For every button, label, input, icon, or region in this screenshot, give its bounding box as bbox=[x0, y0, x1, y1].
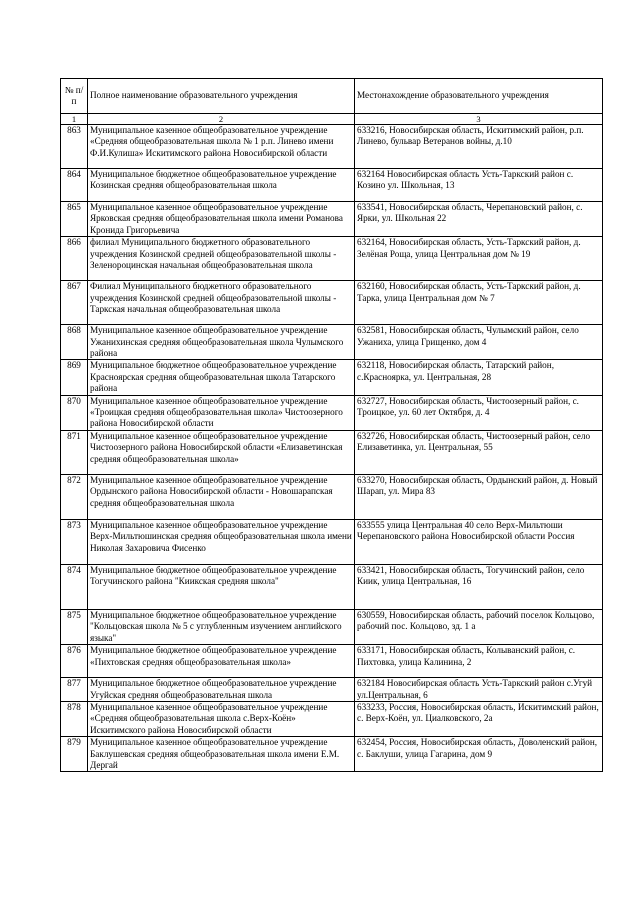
institution-location: 632581, Новосибирская область, Чулымский район, село Ужаниха, улица Грищенко, дом 4 bbox=[355, 325, 603, 360]
table-row bbox=[61, 237, 603, 281]
institution-name: Муниципальное казенное общеобразовательное учреждение «Средняя общеобразовательная школа с.Верх-Коён» Искитимского района Новосибирской области bbox=[88, 701, 355, 736]
table-row bbox=[61, 281, 603, 325]
institution-location: 633171, Новосибирская область, Колыванский район, с. Пихтовка, улица Калинина, 2 bbox=[355, 645, 603, 678]
institution-location: 633216, Новосибирская область, Искитимский район, р.п. Линево, бульвар Ветеранов войны, д.10 bbox=[355, 125, 603, 169]
institution-name: Муниципальное казенное общеобразовательное учреждение «Средняя общеобразовательная школа № 1 р.п. Линево имени Ф.И.Кулиша» Искитимского района Новосибирской области bbox=[88, 125, 355, 169]
row-number: 867 bbox=[61, 281, 88, 325]
institution-name: Муниципальное бюджетное общеобразовательное учреждение Красноярская средняя общеобразовательная школа Татарского района bbox=[88, 360, 355, 395]
institution-location: 633421, Новосибирская область, Тогучинский район, село Киик, улица Центральная, 16 bbox=[355, 564, 603, 609]
institution-name: Муниципальное казенное общеобразовательное учреждение Чистоозерного района Новосибирской области «Елизаветинская средняя общеобразовательная школа» bbox=[88, 430, 355, 474]
table-row bbox=[61, 360, 603, 395]
row-number: 864 bbox=[61, 169, 88, 202]
table-header-row bbox=[61, 79, 603, 114]
row-number: 870 bbox=[61, 395, 88, 430]
institution-name: Филиал Муниципального бюджетного образовательного учреждения Козинской средней общеобразовательной школы - Таркская начальная общеобразовательная школа bbox=[88, 281, 355, 325]
row-number: 875 bbox=[61, 609, 88, 644]
header-name: Полное наименование образовательного учреждения bbox=[88, 79, 355, 114]
institution-name: Муниципальное казенное общеобразовательное учреждение Ярковская средняя общеобразовательная школа имени Романова Кронида Григорьевича bbox=[88, 202, 355, 237]
institution-location: 632118, Новосибирская область, Татарский район, с.Красноярка, ул. Центральная, 28 bbox=[355, 360, 603, 395]
institution-location: 633233, Россия, Новосибирская область, Искитимский район, с. Верх-Коён, ул. Циалковского, 2а bbox=[355, 701, 603, 736]
table-row bbox=[61, 564, 603, 609]
column-index: 3 bbox=[355, 114, 603, 125]
table-row bbox=[61, 737, 603, 772]
header-location: Местонахождение образовательного учреждения bbox=[355, 79, 603, 114]
institution-location: 633270, Новосибирская область, Ордынский район, д. Новый Шарап, ул. Мира 83 bbox=[355, 474, 603, 519]
institution-location: 632164, Новосибирская область, Усть-Таркский район, д. Зелёная Роща, улица Центральная дом № 19 bbox=[355, 237, 603, 281]
row-number: 878 bbox=[61, 701, 88, 736]
institution-name: филиал Муниципального бюджетного образовательного учреждения Козинской средней общеобразовательной школы - Зеленороцинская начальная общеобразовательная школа bbox=[88, 237, 355, 281]
institution-name: Муниципальное казенное общеобразовательное учреждение Ордынского района Новосибирской области - Новошарапская средняя общеобразовательная школа bbox=[88, 474, 355, 519]
institution-name: Муниципальное бюджетное общеобразовательное учреждение Угуйская средняя общеобразовательная школа bbox=[88, 678, 355, 702]
institution-name: Муниципальное казенное общеобразовательное учреждение Ужанихинская средняя общеобразовательная школа Чулымского района bbox=[88, 325, 355, 360]
table-row bbox=[61, 519, 603, 564]
table-row bbox=[61, 430, 603, 474]
institution-name: Муниципальное казенное общеобразовательное учреждение Верх-Мильтюшинская средняя общеобразовательная школа имени Николая Захаровича Фисенко bbox=[88, 519, 355, 564]
table-row bbox=[61, 678, 603, 702]
institutions-table bbox=[60, 78, 603, 772]
table-row bbox=[61, 609, 603, 644]
column-index-row bbox=[61, 114, 603, 125]
header-num: № п/п bbox=[61, 79, 88, 114]
institution-name: Муниципальное бюджетное общеобразовательное учреждение Тогучинского района "Киикская средняя школа" bbox=[88, 564, 355, 609]
row-number: 863 bbox=[61, 125, 88, 169]
row-number: 877 bbox=[61, 678, 88, 702]
institution-location: 632184 Новосибирская область Усть-Таркский район с.Угуй ул.Центральная, 6 bbox=[355, 678, 603, 702]
row-number: 872 bbox=[61, 474, 88, 519]
column-index: 1 bbox=[61, 114, 88, 125]
institution-location: 632727, Новосибирская область, Чистоозерный район, с. Троицкое, ул. 60 лет Октября, д. 4 bbox=[355, 395, 603, 430]
table-row bbox=[61, 202, 603, 237]
institution-location: 630559, Новосибирская область, рабочий поселок Кольцово, рабочий пос. Кольцово, зд. 1 а bbox=[355, 609, 603, 644]
institution-location: 632726, Новосибирская область, Чистоозерный район, село Елизаветинка, ул. Центральная, 55 bbox=[355, 430, 603, 474]
column-index: 2 bbox=[88, 114, 355, 125]
institution-name: Муниципальное бюджетное общеобразовательное учреждение «Пихтовская средняя общеобразовательная школа» bbox=[88, 645, 355, 678]
row-number: 873 bbox=[61, 519, 88, 564]
institution-location: 633541, Новосибирская область, Черепановский район, с. Ярки, ул. Школьная 22 bbox=[355, 202, 603, 237]
row-number: 871 bbox=[61, 430, 88, 474]
institution-location: 632160, Новосибирская область, Усть-Таркский район, д. Тарка, улица Центральная дом № 7 bbox=[355, 281, 603, 325]
institution-name: Муниципальное бюджетное общеобразовательное учреждение "Кольцовская школа № 5 с углубленным изучением английского языка" bbox=[88, 609, 355, 644]
table-row bbox=[61, 325, 603, 360]
table-row bbox=[61, 395, 603, 430]
row-number: 876 bbox=[61, 645, 88, 678]
row-number: 869 bbox=[61, 360, 88, 395]
institution-name: Муниципальное казенное общеобразовательное учреждение Баклушевская средняя общеобразовательная школа имени Е.М. Дергай bbox=[88, 737, 355, 772]
institution-location: 632164 Новосибирская область Усть-Таркский район с. Козино ул. Школьная, 13 bbox=[355, 169, 603, 202]
table-row bbox=[61, 701, 603, 736]
row-number: 866 bbox=[61, 237, 88, 281]
table-row bbox=[61, 474, 603, 519]
row-number: 865 bbox=[61, 202, 88, 237]
institution-location: 632454, Россия, Новосибирская область, Доволенский район, с. Баклуши, улица Гагарина, дом 9 bbox=[355, 737, 603, 772]
institution-location: 633555 улица Центральная 40 село Верх-Мильтюши Черепановского района Новосибирской области Россия bbox=[355, 519, 603, 564]
table-row bbox=[61, 645, 603, 678]
table-row bbox=[61, 169, 603, 202]
institution-name: Муниципальное казенное общеобразовательное учреждение «Троицкая средняя общеобразовательная школа» Чистоозерного района Новосибирской области bbox=[88, 395, 355, 430]
table-row bbox=[61, 125, 603, 169]
row-number: 879 bbox=[61, 737, 88, 772]
row-number: 874 bbox=[61, 564, 88, 609]
institution-name: Муниципальное бюджетное общеобразовательное учреждение Козинская средняя общеобразовательная школа bbox=[88, 169, 355, 202]
row-number: 868 bbox=[61, 325, 88, 360]
